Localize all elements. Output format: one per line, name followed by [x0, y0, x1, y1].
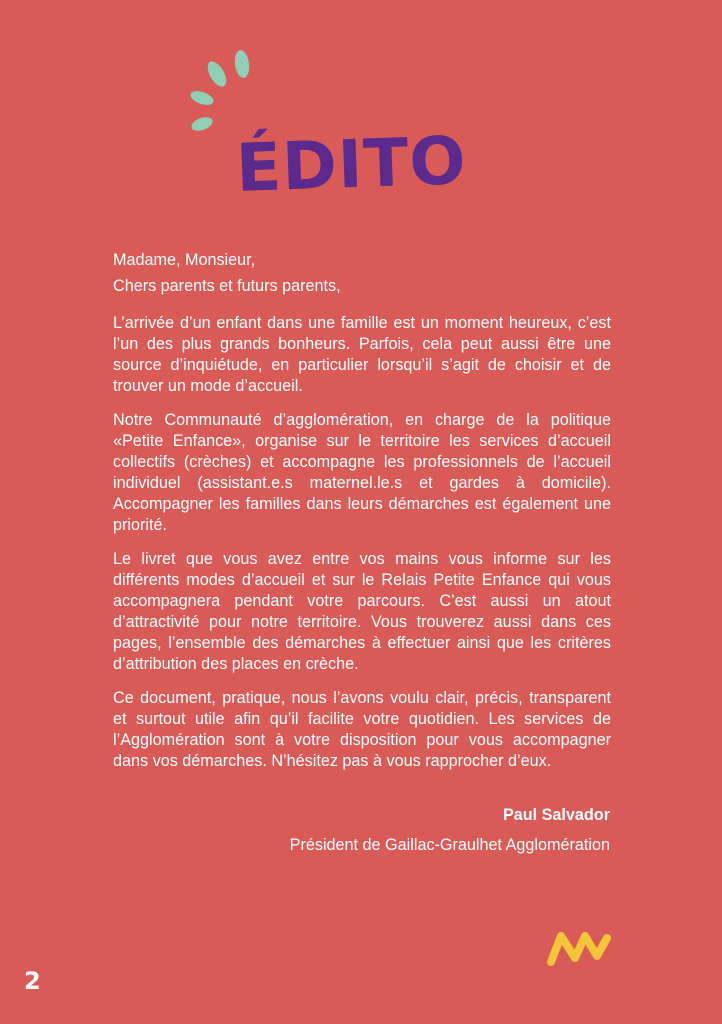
edito-header — [180, 40, 480, 208]
signature-name: Paul Salvador — [502, 806, 610, 824]
page-title: ÉDITO — [234, 122, 468, 208]
paragraph-2: Notre Communauté d’agglomération, en charge de la politique «Petite Enfance», organise sur le territoire les services d’accueil collectifs (crèches) et accompagne les professionnels de l’accueil individuel (assistant.e.s maternel.le.s et gardes à domicile). Accompagner les familles dans leurs démarches est également une priorité. — [113, 411, 611, 534]
paragraph-4: Ce document, pratique, nous l’avons voulu clair, précis, transparent et surtout utile afin qu’il facilite votre quotidien. Les services de l’Agglomération sont à votre disposition pour vous accompagner dans vos démarches. N’hésitez pas à vous rapprocher d’eux. — [113, 689, 611, 770]
greeting-line-2: Chers parents et futurs parents, — [113, 277, 341, 295]
paragraph-1: L’arrivée d’un enfant dans une famille est un moment heureux, c’est l’un des plus grands bonheurs. Parfois, cela peut aussi être une source d’inquiétude, en particulier lorsqu’il s’agit de choisir et de trouver un mode d’accueil. — [113, 314, 611, 395]
paragraph-3: Le livret que vous avez entre vos mains vous informe sur les différents modes d’accueil et sur le Relais Petite Enfance qui vous accompagnera pendant votre parcours. C’est aussi un atout d’attractivité pour notre territoire. Vous trouverez aussi dans ces pages, l’ensemble des démarches à effectuer ainsi que les critères d’attribution des places en crèche. — [113, 550, 611, 673]
signature-role: Président de Gaillac-Graulhet Agglomération — [289, 836, 610, 854]
editorial-body — [113, 250, 611, 785]
page-number: 2 — [24, 967, 41, 995]
greeting-line-1: Madame, Monsieur, — [113, 251, 256, 269]
agglomeration-logo-icon — [545, 928, 613, 968]
signature-block — [290, 805, 610, 856]
